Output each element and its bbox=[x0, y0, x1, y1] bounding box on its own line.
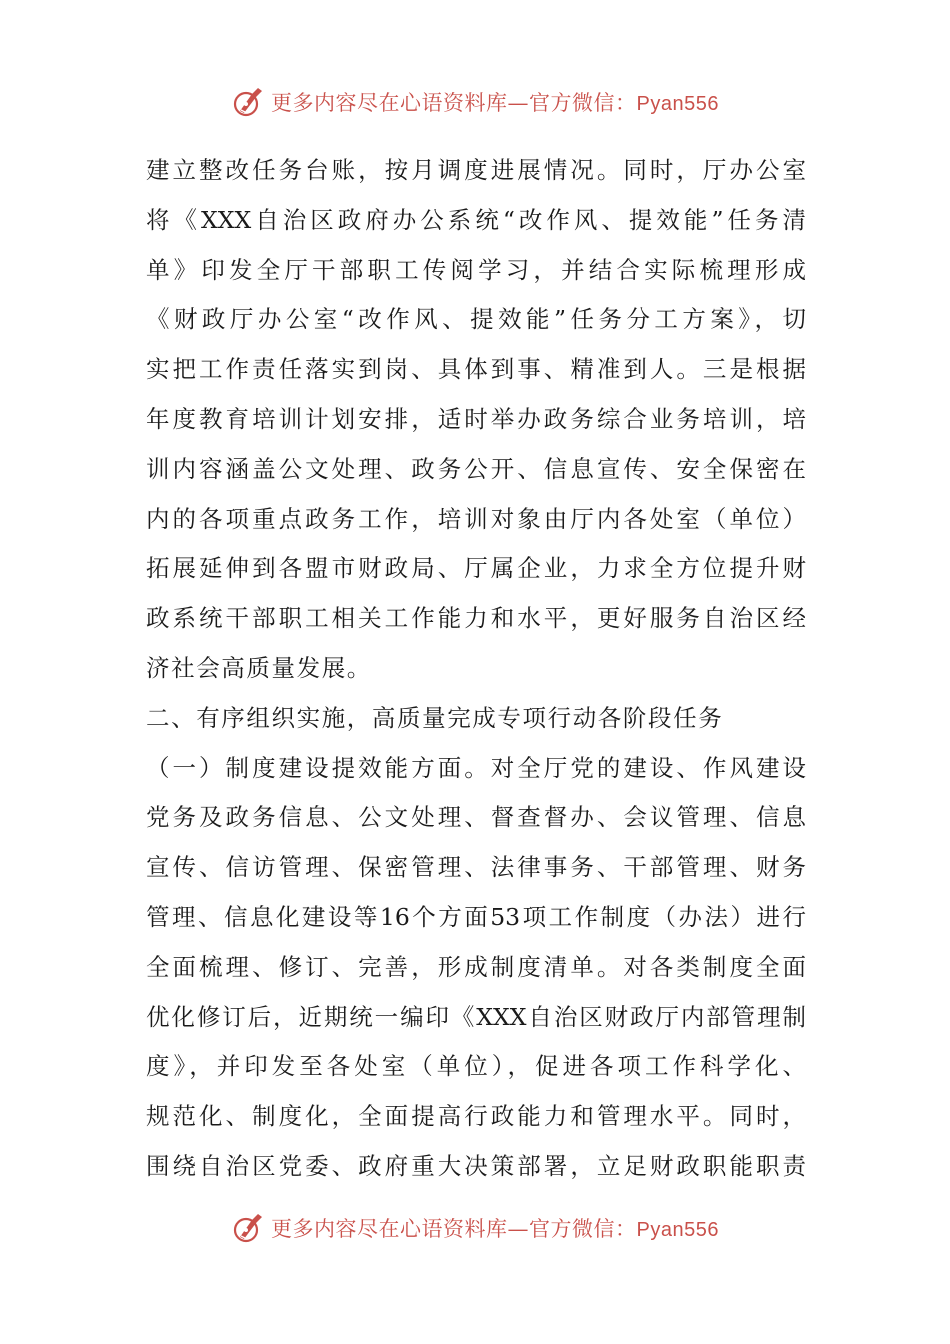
body-line: 规范化、制度化，全面提高行政能力和管理水平。同时， bbox=[146, 1102, 806, 1131]
body-line: 内的各项重点政务工作，培训对象由厅内各处室（单位） bbox=[146, 504, 806, 533]
body-line: 单》印发全厅干部职工传阅学习，并结合实际梳理形成 bbox=[146, 255, 806, 284]
watermark-header bbox=[0, 82, 950, 122]
body-line: 年度教育培训计划安排，适时举办政务综合业务培训，培 bbox=[146, 404, 806, 433]
pen-nib-circle-icon bbox=[231, 1210, 267, 1246]
body-line: 实把工作责任落实到岗、具体到事、精准到人。三是根据 bbox=[146, 355, 806, 384]
watermark-main-text: 更多内容尽在心语资料库—官方微信： bbox=[271, 1217, 637, 1241]
body-line: 将《XXX自治区政府办公系统“改作风、提效能”任务清 bbox=[146, 205, 806, 234]
watermark-text bbox=[271, 1213, 719, 1243]
section-heading: 二、有序组织实施，高质量完成专项行动各阶段任务 bbox=[146, 703, 724, 732]
document-body bbox=[146, 146, 806, 1192]
body-line: 度》，并印发至各处室（单位），促进各项工作科学化、 bbox=[146, 1052, 806, 1081]
body-line: 党务及政务信息、公文处理、督查督办、会议管理、信息 bbox=[146, 803, 806, 832]
watermark-footer bbox=[0, 1208, 950, 1248]
watermark-handle: Pyan556 bbox=[636, 1219, 719, 1241]
body-line: 优化修订后，近期统一编印《XXX自治区财政厅内部管理制 bbox=[146, 1002, 806, 1031]
watermark-text bbox=[271, 87, 719, 117]
body-line: 宣传、信访管理、保密管理、法律事务、干部管理、财务 bbox=[146, 853, 806, 882]
body-line: 全面梳理、修订、完善，形成制度清单。对各类制度全面 bbox=[146, 952, 806, 981]
watermark-handle: Pyan556 bbox=[636, 93, 719, 115]
body-line: 《财政厅办公室“改作风、提效能”任务分工方案》，切 bbox=[146, 305, 806, 334]
body-line: 政系统干部职工相关工作能力和水平，更好服务自治区经 bbox=[146, 604, 806, 633]
pen-nib-circle-icon bbox=[231, 84, 267, 120]
watermark-main-text: 更多内容尽在心语资料库—官方微信： bbox=[271, 91, 637, 115]
body-line: 训内容涵盖公文处理、政务公开、信息宣传、安全保密在 bbox=[146, 454, 806, 483]
body-line: （一）制度建设提效能方面。对全厅党的建设、作风建设 bbox=[146, 753, 806, 782]
body-line: 拓展延伸到各盟市财政局、厅属企业，力求全方位提升财 bbox=[146, 554, 806, 583]
body-line: 围绕自治区党委、政府重大决策部署，立足财政职能职责 bbox=[146, 1151, 806, 1180]
body-line: 建立整改任务台账，按月调度进展情况。同时，厅办公室 bbox=[146, 156, 806, 184]
body-line: 管理、信息化建设等16个方面53项工作制度（办法）进行 bbox=[146, 902, 806, 931]
body-line-paragraph-end: 济社会高质量发展。 bbox=[146, 653, 372, 682]
